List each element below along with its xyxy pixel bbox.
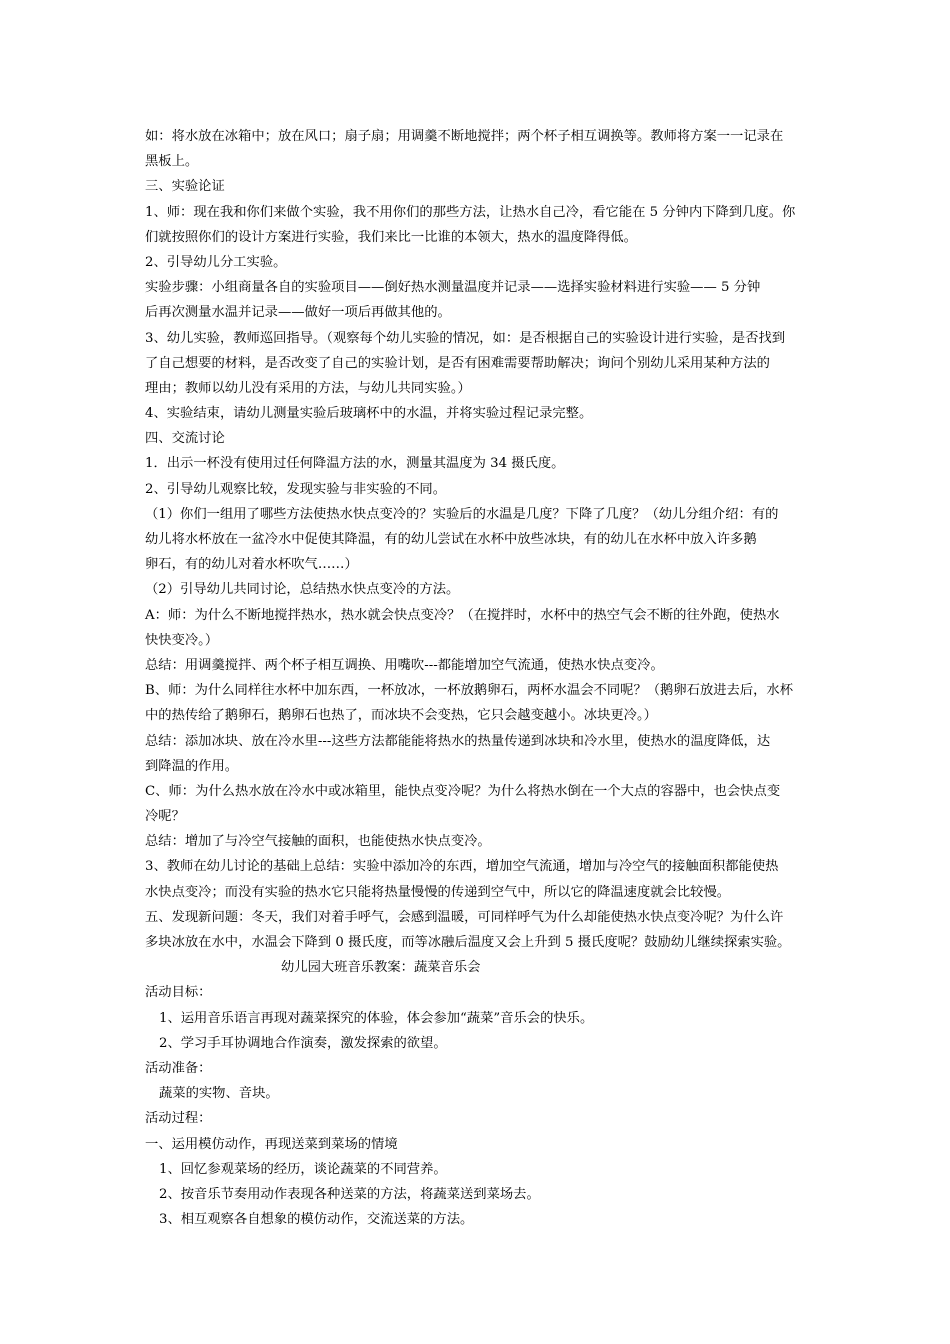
text-line: B、师：为什么同样往水杯中加东西，一杯放冰，一杯放鹅卵石，两杯水温会不同呢？（鹅卵石放进去后，水杯 [145,683,794,699]
text-line: 中的热传给了鹅卵石，鹅卵石也热了，而冰块不会变热，它只会越变越小。冰块更冷。） [145,708,657,724]
goal-item: 1、运用音乐语言再现对蔬菜探究的体验，体会参加“蔬菜”音乐会的快乐。 [159,1010,594,1026]
lesson-title: 幼儿园大班音乐教案：蔬菜音乐会 [281,960,481,976]
text-line: 4、实验结束，请幼儿测量实验后玻璃杯中的水温，并将实验过程记录完整。 [145,406,593,422]
process-step: 一、运用模仿动作，再现送菜到菜场的情境 [145,1136,398,1152]
text-line: 后再次测量水温并记录——做好一项后再做其他的。 [145,305,451,321]
text-line: （1）你们一组用了哪些方法使热水快点变冷的？实验后的水温是几度？下降了几度？（幼儿分组介绍：有的 [145,506,779,522]
section-heading: 四、交流讨论 [145,431,225,447]
text-line: 了自己想要的材料，是否改变了自己的实验计划，是否有困难需要帮助解决；询问个别幼儿采用某种方法的 [145,355,770,371]
text-line: 2、引导幼儿分工实验。 [145,254,287,270]
text-line: 理由；教师以幼儿没有采用的方法，与幼儿共同实验。） [145,380,471,396]
process-item: 2、按音乐节奏用动作表现各种送菜的方法，将蔬菜送到菜场去。 [159,1186,540,1202]
text-line: 水快点变冷；而没有实验的热水它只能将热量慢慢的传递到空气中，所以它的降温速度就会比较慢。 [145,884,731,900]
text-line: 五、发现新问题：冬天，我们对着手呼气，会感到温暖，可同样呼气为什么却能使热水快点变冷呢？为什么许 [145,909,784,925]
process-item: 3、相互观察各自想象的模仿动作，交流送菜的方法。 [159,1212,474,1228]
text-line: 如：将水放在冰箱中；放在风口；扇子扇；用调羹不断地搅拌；两个杯子相互调换等。教师将方案一一记录在 [145,129,784,144]
text-line: 实验步骤：小组商量各自的实验项目——倒好热水测量温度并记录——选择实验材料进行实验—— 5 分钟 [145,280,761,296]
process-item: 1、回忆参观菜场的经历，谈论蔬菜的不同营养。 [159,1161,447,1177]
text-line: 3、教师在幼儿讨论的基础上总结：实验中添加冷的东西，增加空气流通，增加与冷空气的接触面积都能使热 [145,859,779,875]
prep-text: 蔬菜的实物、音块。 [159,1086,279,1102]
goal-item: 2、学习手耳协调地合作演奏，激发探索的欲望。 [159,1035,447,1051]
goal-heading: 活动目标： [145,985,212,1001]
text-line: 3、幼儿实验，教师巡回指导。（观察每个幼儿实验的情况，如：是否根据自己的实验设计进行实验，是否找到 [145,330,786,346]
process-heading: 活动过程： [145,1111,212,1127]
text-line: 幼儿将水杯放在一盆冷水中促使其降温，有的幼儿尝试在水杯中放些冰块，有的幼儿在水杯中放入许多鹅 [145,532,757,547]
text-line: 们就按照你们的设计方案进行实验，我们来比一比谁的本领大，热水的温度降得低。 [145,229,637,245]
text-line: 总结：用调羹搅拌、两个杯子相互调换、用嘴吹---都能增加空气流通，使热水快点变冷。 [145,657,664,673]
text-line: 1．出示一杯没有使用过任何降温方法的水，测量其温度为 34 摄氏度。 [145,456,565,472]
text-line: 卵石，有的幼儿对着水杯吹气……） [145,557,358,573]
text-line: 黑板上。 [145,154,199,170]
document-page [145,124,815,1232]
text-line: （2）引导幼儿共同讨论，总结热水快点变冷的方法。 [145,582,460,598]
prep-heading: 活动准备： [145,1060,212,1076]
text-line: 总结：添加冰块、放在冷水里---这些方法都能能将热水的热量传递到冰块和冷水里，使热水的温度降低，达 [145,733,771,749]
text-line: 冷呢？ [145,809,185,825]
text-line: C、师：为什么热水放在冷水中或冰箱里，能快点变冷呢？为什么将热水倒在一个大点的容器中，也会快点变 [145,783,781,799]
text-line: 总结：增加了与冷空气接触的面积，也能使热水快点变冷。 [145,834,491,850]
text-line: A：师：为什么不断地搅拌热水，热水就会快点变冷？（在搅拌时，水杯中的热空气会不断的往外跑，使热水 [145,607,780,623]
text-line: 1、师：现在我和你们来做个实验，我不用你们的那些方法，让热水自己冷，看它能在 5 分钟内下降到几度。你 [145,204,796,220]
text-line: 到降温的作用。 [145,758,239,774]
text-line: 快快变冷。） [145,632,219,648]
section-heading: 三、实验论证 [145,179,225,195]
text-line: 2、引导幼儿观察比较，发现实验与非实验的不同。 [145,481,446,497]
text-line: 多块冰放在水中，水温会下降到 0 摄氏度，而等冰融后温度又会上升到 5 摄氏度呢？鼓励幼儿继续探索实验。 [145,935,791,950]
